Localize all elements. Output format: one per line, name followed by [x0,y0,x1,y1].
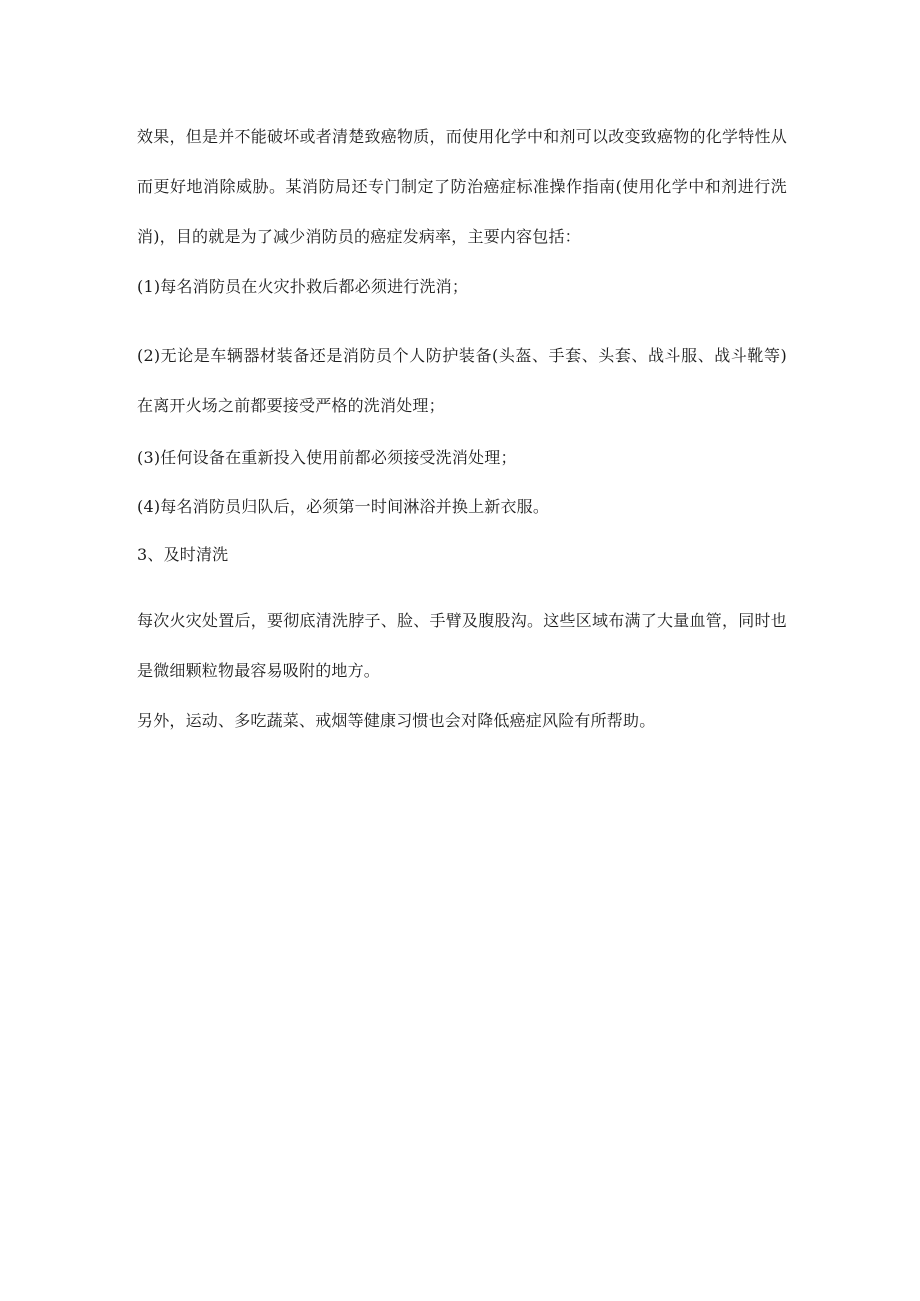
list-item-2: (2)无论是车辆器材装备还是消防员个人防护装备(头盔、手套、头套、战斗服、战斗靴等)在离开火场之前都要接受严格的洗消处理； [137,346,787,415]
paragraph-decontamination-intro: 效果，但是并不能破坏或者清楚致癌物质，而使用化学中和剂可以改变致癌物的化学特性从而更好地消除威胁。某消防局还专门制定了防治癌症标准操作指南(使用化学中和剂进行洗消)，目的就是为了减少消防员的癌症发病率，主要内容包括： [137,127,787,246]
paragraph-healthy-habits: 另外，运动、多吃蔬菜、戒烟等健康习惯也会对降低癌症风险有所帮助。 [137,711,656,730]
list-item-4: (4)每名消防员归队后，必须第一时间淋浴并换上新衣服。 [137,497,550,516]
paragraph-cleaning-body: 每次火灾处置后，要彻底清洗脖子、脸、手臂及腹股沟。这些区域布满了大量血管，同时也是微细颗粒物最容易吸附的地方。 [137,611,787,680]
list-item-3: (3)任何设备在重新投入使用前都必须接受洗消处理； [137,448,517,467]
section-heading-timely-cleaning: 3、及时清洗 [137,545,229,564]
list-item-1: (1)每名消防员在火灾扑救后都必须进行洗消； [137,277,469,296]
